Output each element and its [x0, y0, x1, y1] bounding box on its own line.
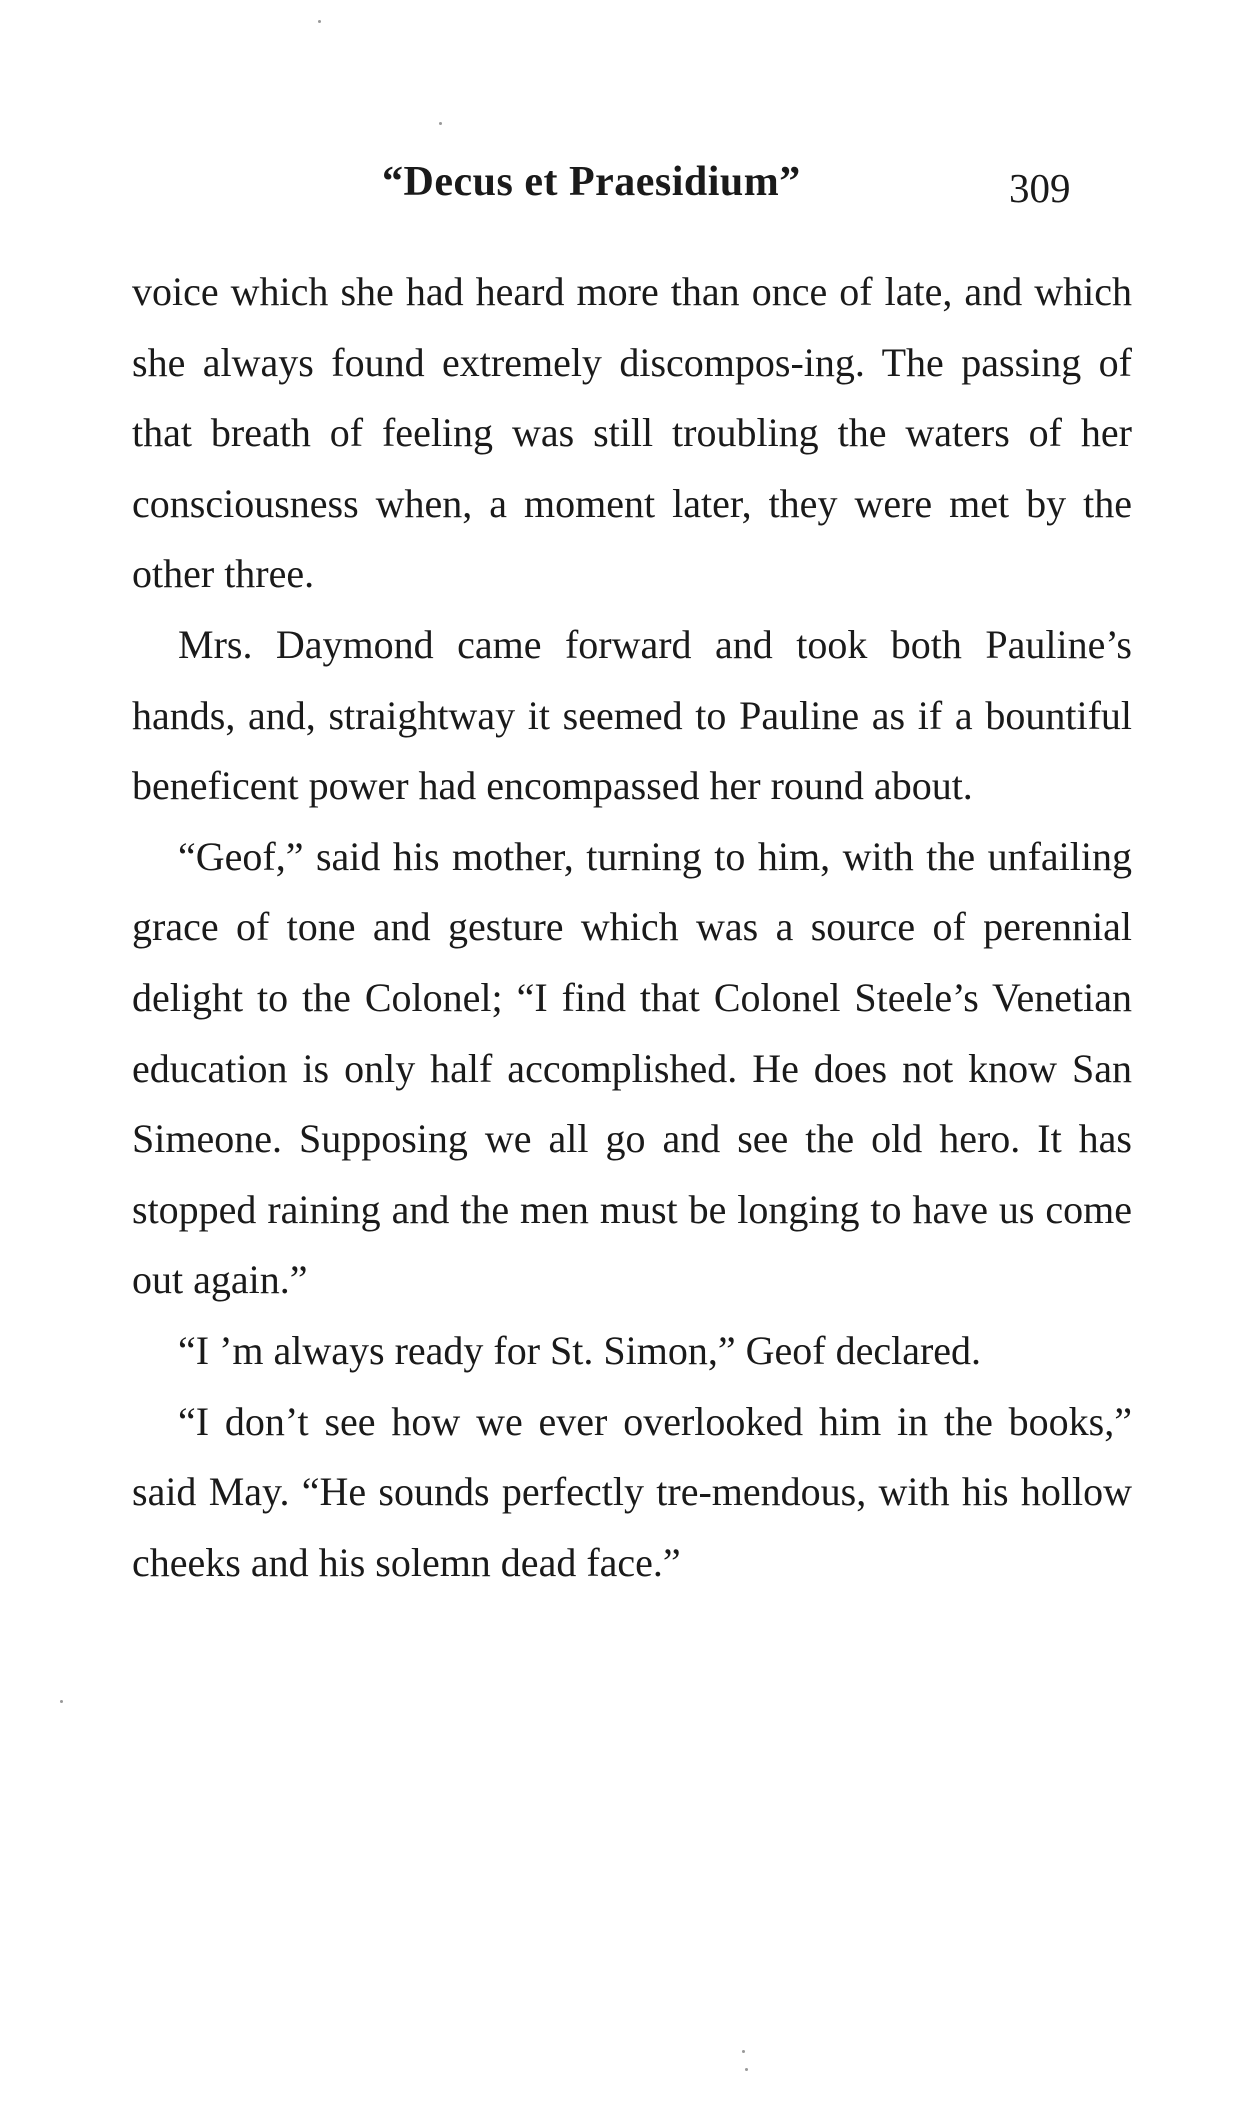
- paper-speck: [60, 1700, 63, 1703]
- paper-speck: [318, 20, 321, 23]
- paragraph: “I ’m always ready for St. Simon,” Geof declared.: [178, 1327, 982, 1373]
- paragraph: Mrs. Daymond came forward and took both Pauline’s hands, and, straightway it seemed to Pauline as if a bountiful beneficent power had encompassed her round about.: [132, 621, 1132, 809]
- paragraph: “Geof,” said his mother, turning to him, with the unfailing grace of tone and gesture which was a source of perennial delight to the Colonel; “I find that Colonel Steele’s Venetian education is only half accomplished. He does not know San Simeone. Supposing we all go and see the old hero. It has stopped raining and the men must be longing to have us come out again.”: [132, 833, 1132, 1303]
- running-title: “Decus et Praesidium”: [382, 159, 801, 205]
- paragraph: voice which she had heard more than once of late, and which she always found extremely discompos-ing. The passing of that breath of feeling was still troubling the waters of her consciousness when, a moment later, they were met by the other three.: [132, 269, 1132, 597]
- body-text: [132, 257, 1132, 1598]
- paragraph: “I don’t see how we ever overlooked him in the books,” said May. “He sounds perfectly tre-mendous, with his hollow cheeks and his solemn dead face.”: [132, 1398, 1132, 1585]
- page-number: 309: [1009, 165, 1071, 211]
- paper-speck: [742, 2050, 745, 2053]
- running-head: [132, 158, 1132, 218]
- paper-speck: [745, 2068, 748, 2071]
- paper-speck: [439, 122, 442, 125]
